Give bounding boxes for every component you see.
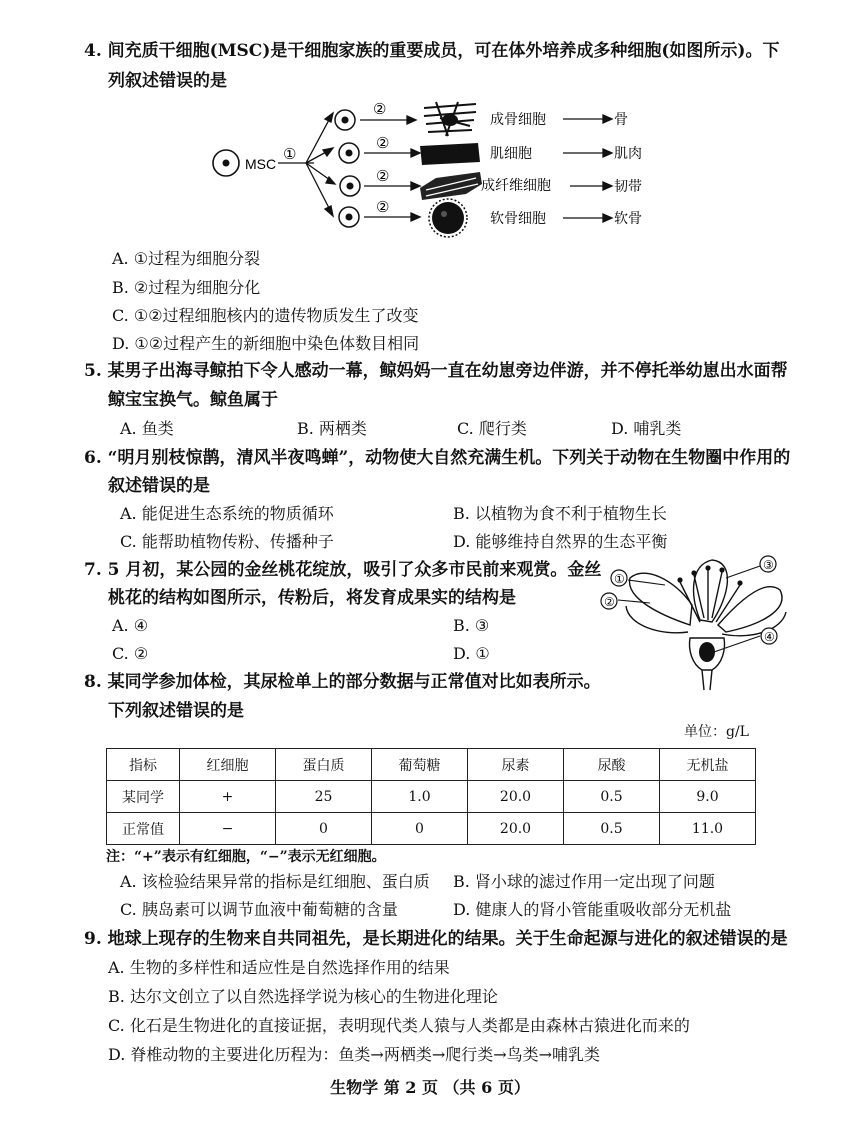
q7-stem-line2: 桃花的结构如图所示，传粉后，将发育成果实的结构是 — [108, 588, 516, 608]
table-cell: 0.5 — [564, 813, 660, 845]
q8-option-c[interactable]: C. 胰岛素可以调节血液中葡萄糖的含量 — [120, 900, 398, 919]
q7-option-d[interactable]: D. ① — [453, 644, 490, 663]
q4-option-c[interactable]: C. ①②过程细胞核内的遗传物质发生了改变 — [112, 306, 419, 325]
q4-stem-line1: 4. 间充质干细胞(MSC)是干细胞家族的重要成员，可在体外培养成多种细胞(如图所示)。下 — [84, 41, 780, 61]
q4-stem-line2: 列叙述错误的是 — [108, 71, 227, 91]
q8-stem-line2: 下列叙述错误的是 — [108, 701, 244, 721]
table-header-cell: 红细胞 — [180, 749, 276, 781]
table-cell: 1.0 — [372, 781, 468, 813]
q6-option-b[interactable]: B. 以植物为食不利于植物生长 — [453, 504, 667, 523]
flower-label-1: ① — [614, 572, 625, 586]
q5-option-a[interactable]: A. 鱼类 — [120, 419, 174, 438]
table-cell: 20.0 — [468, 781, 564, 813]
table-cell: 某同学 — [107, 781, 180, 813]
q8-stem-line1: 8. 某同学参加体检，其尿检单上的部分数据与正常值对比如表所示。 — [84, 672, 601, 692]
q6-option-d[interactable]: D. 能够维持自然界的生态平衡 — [453, 532, 668, 551]
table-cell: + — [180, 781, 276, 813]
table-header-cell: 蛋白质 — [276, 749, 372, 781]
q8-option-b[interactable]: B. 肾小球的滤过作用一定出现了问题 — [453, 872, 715, 891]
table-cell: 11.0 — [660, 813, 756, 845]
q7-option-b[interactable]: B. ③ — [453, 616, 490, 635]
step2-label-1: ② — [373, 100, 387, 118]
cell-name-4: 软骨细胞 — [490, 211, 546, 227]
table-cell: 9.0 — [660, 781, 756, 813]
q4-option-b[interactable]: B. ②过程为细胞分化 — [112, 278, 261, 297]
cell-name-1: 成骨细胞 — [490, 112, 546, 128]
q4-option-d[interactable]: D. ①②过程产生的新细胞中染色体数目相同 — [112, 334, 420, 353]
urine-test-table — [106, 748, 756, 845]
table-header-cell: 无机盐 — [660, 749, 756, 781]
tissue-name-1: 骨 — [614, 112, 628, 128]
flower-label-3: ③ — [763, 558, 774, 572]
q7-option-a[interactable]: A. ④ — [112, 616, 149, 635]
table-cell: 0 — [276, 813, 372, 845]
q5-option-c[interactable]: C. 爬行类 — [457, 419, 527, 438]
table-header-cell: 指标 — [107, 749, 180, 781]
tissue-name-4: 软骨 — [614, 211, 642, 227]
q9-option-b[interactable]: B. 达尔文创立了以自然选择学说为核心的生物进化理论 — [108, 987, 498, 1006]
table-cell: 0.5 — [564, 781, 660, 813]
q7-stem-line1: 7. 5 月初，某公园的金丝桃花绽放，吸引了众多市民前来观赏。金丝 — [84, 560, 602, 580]
table-header-cell: 葡萄糖 — [372, 749, 468, 781]
table-row — [107, 813, 756, 845]
q7-option-c[interactable]: C. ② — [112, 644, 149, 663]
q9-option-c[interactable]: C. 化石是生物进化的直接证据，表明现代类人猿与人类都是由森林古猿进化而来的 — [108, 1016, 690, 1035]
tissue-name-3: 韧带 — [614, 179, 642, 195]
q6-stem-line1: 6. “明月别枝惊鹊，清风半夜鸣蝉”，动物使大自然充满生机。下列关于动物在生物圈中作用的 — [84, 448, 791, 468]
table-cell: − — [180, 813, 276, 845]
tissue-name-2: 肌肉 — [614, 146, 642, 162]
flower-label-4: ④ — [764, 630, 775, 644]
q5-stem-line2: 鲸宝宝换气。鲸鱼属于 — [108, 390, 278, 410]
table-unit: 单位：g/L — [684, 724, 749, 740]
table-cell: 25 — [276, 781, 372, 813]
step2-label-3: ② — [376, 167, 390, 185]
q6-stem-line2: 叙述错误的是 — [108, 476, 210, 496]
q4-option-a[interactable]: A. ①过程为细胞分裂 — [112, 249, 261, 268]
q8-option-d[interactable]: D. 健康人的肾小管能重吸收部分无机盐 — [453, 900, 732, 919]
step1-label: ① — [283, 145, 297, 163]
q5-option-b[interactable]: B. 两栖类 — [297, 419, 367, 438]
q5-option-d[interactable]: D. 哺乳类 — [611, 419, 682, 438]
table-header-row — [107, 749, 756, 781]
table-note: 注：“+”表示有红细胞，“−”表示无红细胞。 — [106, 849, 386, 865]
table-cell: 0 — [372, 813, 468, 845]
cell-name-3: 成纤维细胞 — [481, 178, 551, 194]
page-footer: 生物学 第 2 页 （共 6 页） — [330, 1078, 530, 1097]
q9-option-d[interactable]: D. 脊椎动物的主要进化历程为：鱼类→两栖类→爬行类→鸟类→哺乳类 — [108, 1045, 601, 1064]
q6-option-c[interactable]: C. 能帮助植物传粉、传播种子 — [120, 532, 334, 551]
q9-option-a[interactable]: A. 生物的多样性和适应性是自然选择作用的结果 — [108, 958, 450, 977]
step2-label-4: ② — [376, 198, 390, 216]
table-cell: 20.0 — [468, 813, 564, 845]
q9-stem-line1: 9. 地球上现存的生物来自共同祖先，是长期进化的结果。关于生命起源与进化的叙述错误的是 — [84, 929, 788, 949]
flower-label-2: ② — [604, 595, 615, 609]
q8-option-a[interactable]: A. 该检验结果异常的指标是红细胞、蛋白质 — [120, 872, 430, 891]
table-cell: 正常值 — [107, 813, 180, 845]
table-header-cell: 尿酸 — [564, 749, 660, 781]
table-header-cell: 尿素 — [468, 749, 564, 781]
q6-option-a[interactable]: A. 能促进生态系统的物质循环 — [120, 504, 334, 523]
step2-label-2: ② — [376, 134, 390, 152]
q5-stem-line1: 5. 某男子出海寻鲸拍下令人感动一幕，鲸妈妈一直在幼崽旁边伴游，并不停托举幼崽出水面帮 — [84, 361, 788, 381]
cell-name-2: 肌细胞 — [490, 146, 532, 162]
table-row — [107, 781, 756, 813]
msc-label: MSC — [245, 156, 277, 172]
